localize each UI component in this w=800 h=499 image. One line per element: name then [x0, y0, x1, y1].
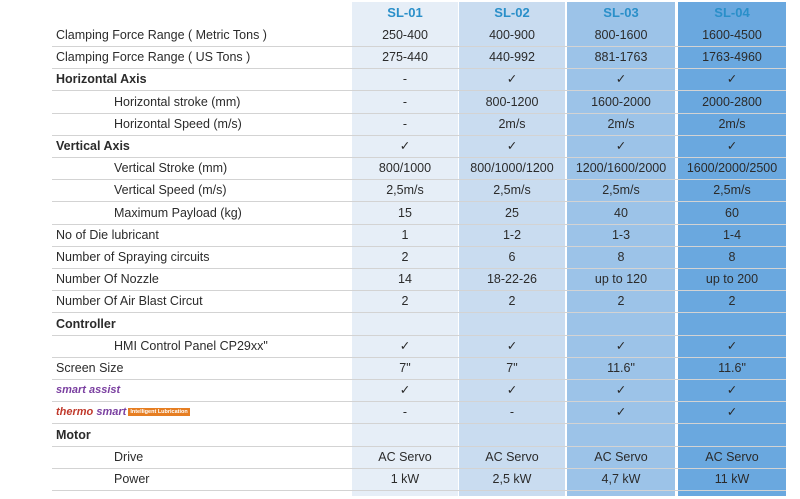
table-cell: - — [402, 94, 408, 109]
table-row — [52, 268, 786, 291]
table-cell: 2m/s — [498, 116, 526, 131]
table-cell: 14 — [398, 272, 412, 287]
table-cell: 60 — [725, 205, 739, 220]
check-icon: ✓ — [399, 383, 411, 398]
column-header-sl02: SL-02 — [494, 5, 530, 20]
table-row — [52, 91, 786, 114]
check-icon: ✓ — [726, 72, 738, 87]
table-cell: 6 — [508, 250, 516, 264]
table-cell: 7" — [506, 361, 518, 375]
table-cell: 1600-4500 — [702, 28, 762, 42]
table-cell: 275-440 — [382, 50, 428, 65]
check-icon: ✓ — [726, 338, 738, 353]
table-cell: 800-1200 — [485, 94, 539, 109]
check-icon: ✓ — [615, 139, 627, 153]
table-cell: 40 — [614, 205, 628, 220]
table-cell: 2,5m/s — [386, 183, 424, 198]
table-cell: 1600/2000/2500 — [686, 161, 778, 176]
table-cell: - — [509, 405, 515, 420]
table-row — [52, 46, 786, 69]
check-icon: ✓ — [506, 383, 518, 398]
table-row — [52, 379, 786, 402]
smart-assist-logo: smart assist — [56, 384, 121, 397]
row-label: Number of Spraying circuits — [56, 250, 210, 264]
table-cell: - — [402, 116, 408, 131]
table-row — [52, 446, 786, 469]
table-cell — [567, 424, 675, 446]
table-cell: 25 — [505, 205, 519, 220]
check-icon: ✓ — [506, 72, 518, 87]
table-cell: - — [402, 72, 408, 87]
table-cell: 7" — [399, 361, 411, 375]
table-cell: 440-992 — [489, 50, 535, 65]
table-cell: 2m/s — [718, 116, 746, 131]
table-cell: 2,5 kW — [492, 472, 532, 486]
table-cell: 2,5m/s — [713, 183, 751, 198]
row-label: Maximum Payload (kg) — [114, 205, 242, 220]
check-icon: ✓ — [726, 139, 738, 153]
table-cell — [352, 313, 458, 335]
row-label: Horizontal Speed (m/s) — [114, 116, 242, 131]
table-cell — [678, 424, 786, 446]
check-icon: ✓ — [506, 338, 518, 353]
table-cell: 1-2 — [502, 227, 522, 242]
table-row — [52, 68, 786, 91]
table-cell: up to 120 — [594, 272, 648, 287]
table-cell: 11 kW — [714, 472, 750, 486]
table-cell — [678, 313, 786, 335]
table-cell: 2,5m/s — [493, 183, 531, 198]
row-label: HMI Control Panel CP29xx" — [114, 338, 268, 353]
table-cell: up to 200 — [705, 272, 759, 287]
row-label: Clamping Force Range ( US Tons ) — [56, 50, 251, 65]
table-row — [52, 179, 786, 202]
section-heading: Vertical Axis — [56, 139, 130, 153]
table-cell: AC Servo — [705, 449, 759, 464]
table-cell: 8 — [728, 250, 736, 264]
table-cell: 400-900 — [489, 28, 535, 42]
row-label: Drive — [114, 449, 144, 464]
table-row — [52, 246, 786, 269]
row-label: Vertical Speed (m/s) — [114, 183, 227, 198]
check-icon: ✓ — [726, 383, 738, 398]
check-icon: ✓ — [615, 405, 627, 420]
table-cell: 2 — [401, 294, 409, 309]
table-cell: 18-22-26 — [486, 272, 538, 287]
table-row — [52, 157, 786, 180]
table-row — [52, 357, 786, 380]
column-header-sl03: SL-03 — [603, 5, 639, 20]
row-label: Number Of Air Blast Circut — [56, 294, 203, 309]
check-icon: ✓ — [506, 139, 518, 153]
table-cell: 1 — [401, 227, 409, 242]
table-cell: 2 — [401, 250, 409, 264]
table-cell: 1-3 — [611, 227, 631, 242]
table-row — [52, 224, 786, 247]
table-cell: 800/1000/1200 — [470, 161, 554, 176]
check-icon: ✓ — [615, 338, 627, 353]
table-cell — [567, 313, 675, 335]
table-cell: 11.6" — [607, 361, 635, 375]
table-row — [52, 24, 786, 47]
check-icon: ✓ — [615, 383, 627, 398]
table-row — [52, 401, 786, 424]
section-heading: Horizontal Axis — [56, 72, 147, 87]
row-label: Power — [114, 472, 150, 486]
table-row — [52, 313, 786, 336]
table-row — [52, 335, 786, 358]
table-cell: - — [402, 405, 408, 420]
column-header-sl04: SL-04 — [714, 5, 750, 20]
table-cell: 4,7 kW — [601, 472, 641, 486]
check-icon: ✓ — [399, 338, 411, 353]
table-cell: 2 — [728, 294, 736, 309]
row-label: Horizontal stroke (mm) — [114, 94, 241, 109]
check-icon: ✓ — [726, 405, 738, 420]
table-cell: 800-1600 — [594, 28, 648, 42]
table-cell — [352, 424, 458, 446]
section-heading: Motor — [56, 427, 91, 442]
table-row — [52, 202, 786, 225]
row-label: No of Die lubricant — [56, 227, 159, 242]
table-cell: 800/1000 — [378, 161, 432, 176]
table-cell: 8 — [617, 250, 625, 264]
check-icon: ✓ — [399, 139, 411, 153]
table-row — [52, 135, 786, 158]
table-cell: 15 — [398, 205, 412, 220]
table-cell: AC Servo — [594, 449, 648, 464]
table-cell — [459, 313, 565, 335]
table-cell: 2,5m/s — [602, 183, 640, 198]
table-row — [52, 424, 786, 447]
table-cell: 1763-4960 — [702, 50, 762, 65]
row-label: Screen Size — [56, 361, 124, 375]
table-cell — [459, 424, 565, 446]
check-icon: ✓ — [615, 72, 627, 87]
section-heading: Controller — [56, 316, 116, 331]
table-cell: AC Servo — [378, 449, 432, 464]
table-cell: 2 — [617, 294, 625, 309]
table-row — [52, 290, 786, 313]
row-label: Number Of Nozzle — [56, 272, 159, 287]
table-cell: 11.6" — [718, 361, 746, 375]
table-cell: 1600-2000 — [591, 94, 651, 109]
column-header-sl01: SL-01 — [387, 5, 423, 20]
table-cell: 2m/s — [607, 116, 635, 131]
table-cell: 1-4 — [722, 227, 742, 242]
row-label: Clamping Force Range ( Metric Tons ) — [56, 28, 267, 42]
row-label: Vertical Stroke (mm) — [114, 161, 228, 176]
table-cell: 881-1763 — [594, 50, 648, 65]
table-row — [52, 468, 786, 491]
table-row — [52, 113, 786, 136]
thermo-smart-logo: thermo smart Intelligent Lubrication — [56, 406, 188, 419]
table-cell: 1 kW — [390, 472, 420, 486]
table-cell: AC Servo — [485, 449, 539, 464]
table-cell: 2000-2800 — [702, 94, 762, 109]
table-cell: 250-400 — [382, 28, 428, 42]
table-cell: 2 — [508, 294, 516, 309]
table-cell: 1200/1600/2000 — [575, 161, 667, 176]
